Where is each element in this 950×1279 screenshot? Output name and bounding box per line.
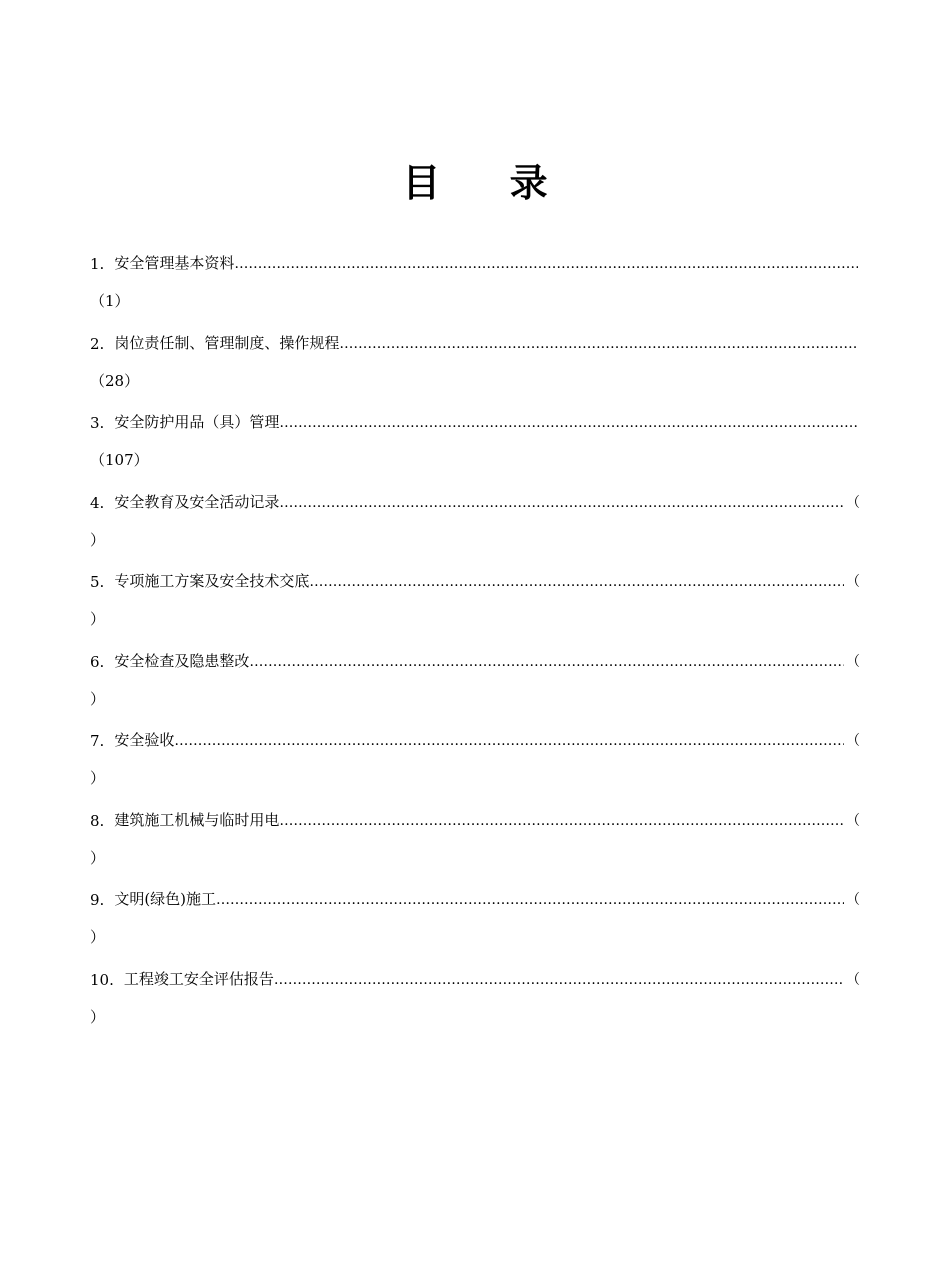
toc-entry-line	[90, 808, 860, 830]
toc-entry-label: 安全教育及安全活动记录	[114, 492, 280, 511]
toc-entry-number: 2.	[90, 334, 105, 353]
toc-entry-line	[90, 251, 860, 273]
dot-leader	[279, 812, 844, 830]
toc-entry-line	[90, 569, 860, 591]
table-of-contents	[90, 245, 860, 1040]
toc-entry-label: 安全管理基本资料	[114, 254, 235, 272]
toc-entry-paren-open: （	[846, 574, 860, 590]
toc-entry-page: ）	[90, 848, 106, 867]
toc-entry-line	[90, 331, 860, 353]
toc-entry-number: 3.	[90, 414, 105, 432]
toc-entry-paren-open: （	[846, 733, 860, 749]
toc-entry-7	[90, 722, 860, 802]
toc-entry-number: 1.	[90, 255, 105, 273]
toc-entry-page: （28）	[90, 371, 140, 390]
toc-entry-paren-open: （	[846, 494, 860, 511]
dot-leader	[279, 494, 844, 512]
toc-entry-6	[90, 643, 860, 723]
toc-entry-10	[90, 961, 860, 1041]
toc-entry-9	[90, 881, 860, 961]
toc-entry-line	[90, 887, 860, 909]
dot-leader	[339, 335, 858, 353]
toc-entry-paren-open: （	[846, 971, 860, 988]
toc-entry-page: ）	[90, 530, 106, 549]
toc-entry-line	[90, 649, 860, 671]
toc-entry-3	[90, 404, 860, 484]
toc-entry-page: ）	[90, 689, 106, 708]
toc-entry-label: 岗位责任制、管理制度、操作规程	[114, 333, 340, 352]
toc-entry-page: ）	[90, 769, 106, 787]
toc-entry-number: 6.	[90, 652, 105, 671]
toc-entry-line	[90, 490, 860, 512]
toc-entry-1	[90, 245, 860, 325]
dot-leader	[279, 414, 858, 432]
dot-leader	[234, 255, 858, 273]
toc-entry-paren-open: （	[846, 892, 860, 908]
toc-entry-line	[90, 967, 860, 989]
page-title: 目 录	[402, 160, 576, 205]
toc-entry-2	[90, 325, 860, 405]
toc-entry-label: 安全防护用品（具）管理	[114, 413, 280, 431]
dot-leader	[216, 891, 844, 909]
toc-entry-label: 建筑施工机械与临时用电	[114, 810, 280, 829]
toc-entry-number: 4.	[90, 493, 105, 512]
dot-leader	[309, 573, 844, 591]
toc-entry-page: ）	[90, 928, 106, 946]
toc-entry-number: 5.	[90, 573, 105, 591]
toc-entry-label: 安全检查及隐患整改	[114, 651, 250, 670]
toc-entry-number: 10.	[90, 970, 114, 989]
toc-entry-page: （1）	[90, 292, 130, 310]
toc-entry-number: 7.	[90, 732, 105, 750]
toc-entry-line	[90, 410, 860, 432]
dot-leader	[274, 971, 844, 989]
toc-entry-5	[90, 563, 860, 643]
dot-leader	[174, 732, 844, 750]
toc-entry-page: ）	[90, 610, 106, 628]
toc-entry-number: 9.	[90, 891, 105, 909]
toc-entry-label: 安全验收	[114, 731, 175, 749]
toc-entry-label: 专项施工方案及安全技术交底	[114, 572, 310, 590]
toc-entry-paren-open: （	[846, 653, 860, 670]
toc-entry-number: 8.	[90, 811, 105, 830]
toc-entry-8	[90, 802, 860, 882]
toc-entry-page: ）	[90, 1007, 106, 1026]
toc-entry-line	[90, 728, 860, 750]
toc-entry-paren-open: （	[846, 812, 860, 829]
toc-entry-4	[90, 484, 860, 564]
dot-leader	[249, 653, 844, 671]
toc-entry-page: （107）	[90, 451, 149, 469]
toc-entry-label: 工程竣工安全评估报告	[123, 969, 274, 988]
toc-entry-label: 文明(绿色)施工	[114, 890, 217, 908]
